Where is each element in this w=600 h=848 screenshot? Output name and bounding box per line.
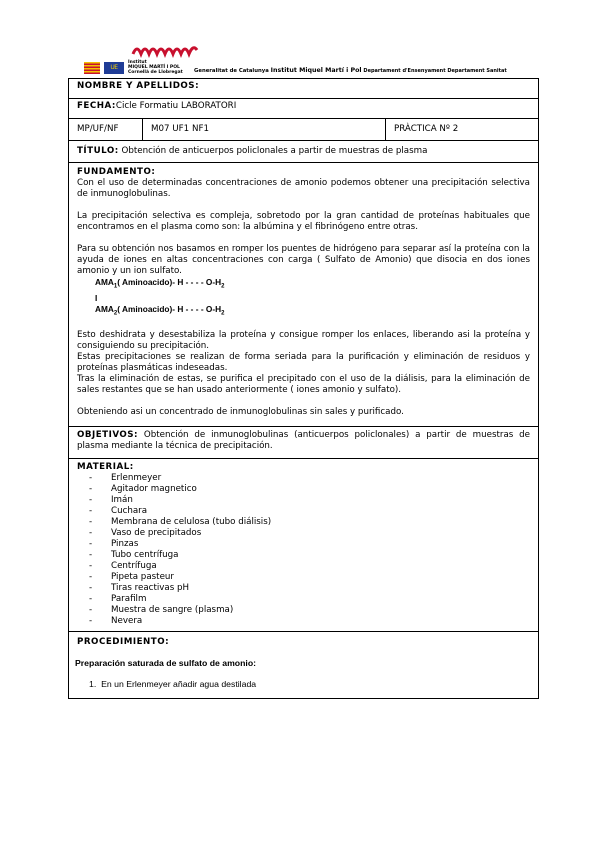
material-item: - Agitador magnetico	[89, 484, 197, 495]
objetivos-section	[69, 427, 539, 459]
material-item: - Membrana de celulosa (tubo diálisis)	[89, 517, 272, 528]
fundamento-paragraph: Tras la eliminación de estas, se purifica el precipitado con el uso de la diálisis, para la eliminación de sales restantes que se han usado anteriormente ( iones amonio y sulfato).	[77, 374, 531, 396]
objetivos-heading: OBJETIVOS:	[77, 430, 139, 441]
chem-bond-bar: I	[95, 292, 98, 303]
material-item: - Cuchara	[89, 506, 148, 517]
chem-formula-2: $AMA_2$( Aminoacido)- H - - - - $O-H_2$	[95, 303, 225, 317]
practice-number: PRÀCTICA Nº 2	[386, 119, 539, 141]
date-field: FECHA:Cicle Formatiu LABORATORI	[69, 99, 539, 119]
fundamento-paragraph: La precipitación selectiva es compleja, sobretodo por la gran cantidad de proteínas habituales que encontramos en el plasma como son: la albúmina y el fibrinógeno entre otras.	[77, 211, 531, 232]
procedimiento-heading: PROCEDIMIENTO:	[77, 637, 170, 648]
material-heading: MATERIAL:	[77, 462, 134, 473]
material-item: - Vaso de precipitados	[89, 528, 202, 539]
material-item: - Pipeta pasteur	[89, 572, 175, 583]
material-list	[77, 473, 530, 627]
objetivos-text: Obtención de inmunoglobulinas (anticuerpos policlonales) a partir de muestras de plasma mediante la técnica de precipitación.	[77, 430, 531, 452]
fundamento-section	[69, 163, 539, 427]
fundamento-heading: FUNDAMENTO:	[77, 167, 156, 177]
procedimiento-section	[69, 632, 539, 699]
procedure-step: 1. En un Erlenmeyer añadir agua destilada	[89, 679, 257, 690]
name-field: NOMBRE Y APELLIDOS:	[69, 79, 539, 99]
material-item: - Muestra de sangre (plasma)	[89, 605, 234, 616]
material-item: - Pinzas	[89, 539, 139, 550]
document-header	[76, 40, 536, 78]
material-item: - Tiras reactivas pH	[89, 583, 190, 594]
procedimiento-subheading: Preparación saturada de sulfato de amonio:	[75, 658, 257, 669]
mp-label: MP/UF/NF	[69, 119, 143, 141]
chem-formula-1: $AMA_1$( Aminoacido)- H - - - - $O-H_2$	[95, 277, 225, 290]
title-field: TÍTULO: Obtención de anticuerpos policlonales a partir de muestras de plasma	[69, 141, 539, 163]
header-institution-text: Generalitat de Catalunya Institut Miquel Martí i Pol Departament d'Ensenyament Departament Sanitat	[194, 67, 507, 74]
catalonia-flag-icon	[84, 62, 100, 74]
material-section	[69, 459, 539, 632]
practice-sheet	[68, 78, 539, 699]
fundamento-paragraph: Con el uso de determinadas concentraciones de amonio podemos obtener una precipitación selectiva de inmunoglobulinas.	[77, 178, 531, 199]
mp-value: M07 UF1 NF1	[143, 119, 386, 141]
material-item: - Centrífuga	[89, 561, 157, 572]
material-item: - Nevera	[89, 616, 143, 627]
eu-flag-icon: UE	[104, 62, 124, 74]
material-item: - Erlenmeyer	[89, 473, 162, 484]
school-logo-text: Institut MIQUEL MARTÍ I POL Cornellà de Llobregat	[128, 60, 183, 75]
fundamento-paragraph: Estas precipitaciones se realizan de forma seriada para la purificación y eliminación de residuos y proteínas plasmáticas indeseadas.	[77, 352, 531, 374]
fundamento-paragraph: Obteniendo asi un concentrado de inmunoglobulinas sin sales y purificado.	[77, 407, 404, 418]
fundamento-paragraph: Para su obtención nos basamos en romper los puentes de hidrógeno para separar así la proteína con la ayuda de iones en altas concentraciones con carga ( Sulfato de Amonio) que disocia en dos iones amonio y un ion sulfato.	[77, 244, 531, 276]
school-logo-icon	[131, 40, 201, 62]
fundamento-paragraph: Esto deshidrata y desestabiliza la proteína y consigue romper los enlaces, liberando asi la proteína y consiguiendo su precipitación.	[77, 330, 531, 352]
material-item: - Tubo centrífuga	[89, 550, 179, 561]
material-item: - Imán	[89, 495, 133, 506]
material-item: - Parafilm	[89, 594, 147, 605]
